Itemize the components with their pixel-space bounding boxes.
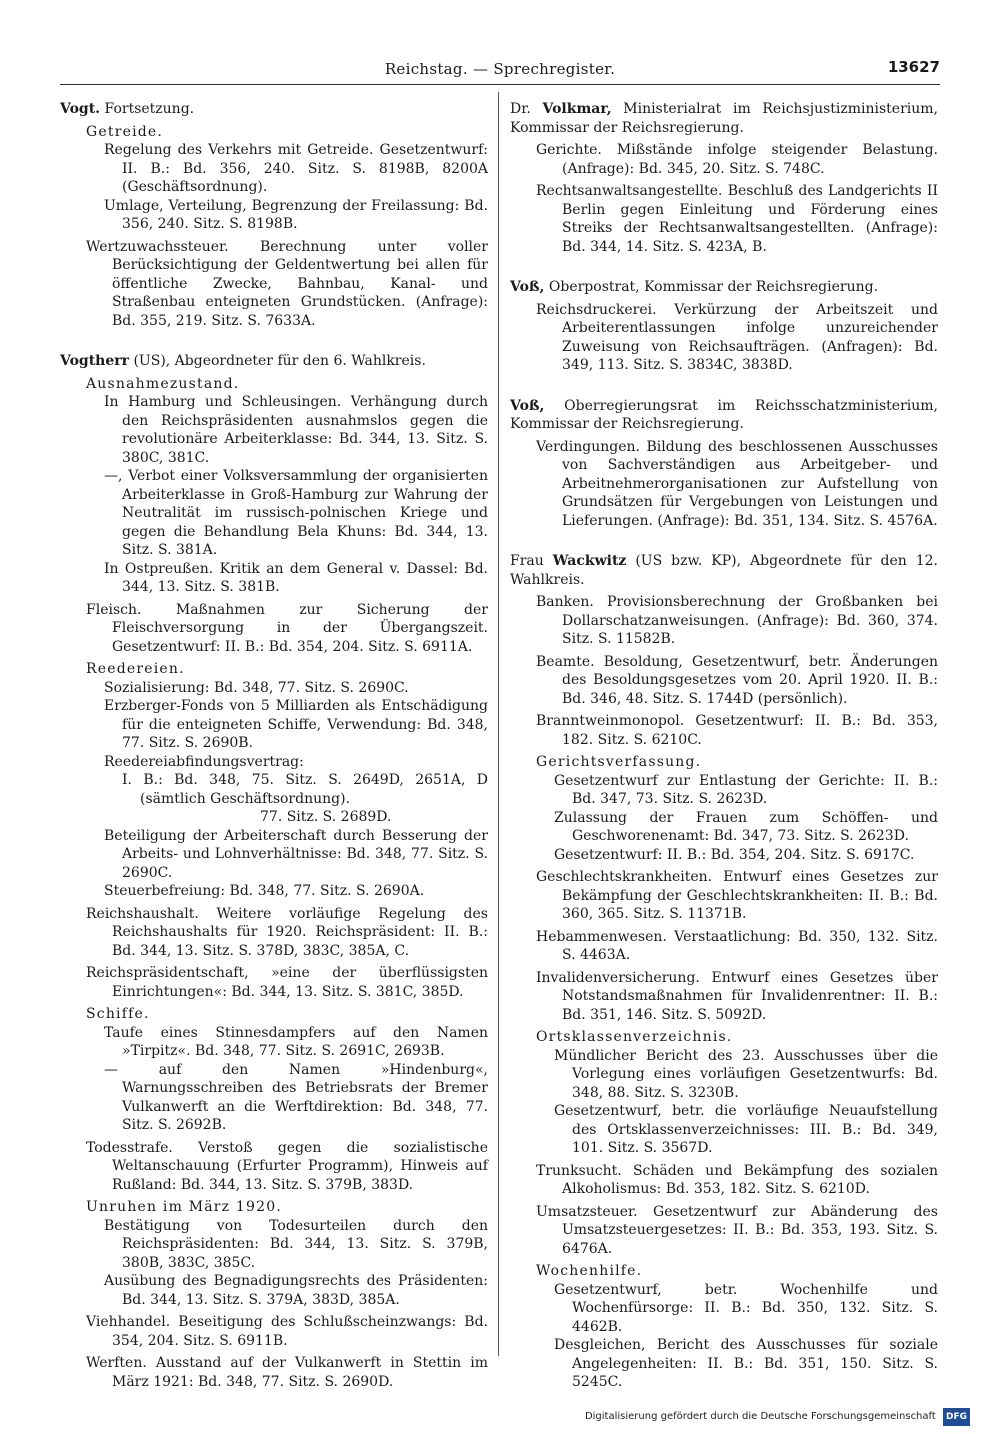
index-entry: Gesetzentwurf zur Entlastung der Gerichte: II. B.: Bd. 347, 73. Sitz. S. 2623D. [554, 772, 938, 807]
footer-text: Digitalisierung gefördert durch die Deutsche Forschungsgemeinschaft [584, 1410, 936, 1422]
index-entry: Desgleichen, Bericht des Ausschusses für soziale Angelegenheiten: II. B.: Bd. 351, 150. Sitz. S. 5245C. [554, 1337, 938, 1390]
person-name: Volkmar, [542, 101, 612, 117]
index-entry: Beteiligung der Arbeiterschaft durch Besserung der Arbeits- und Lohnverhältnisse: Bd. 348, 77. Sitz. S. 2690C. [104, 827, 488, 881]
index-entry: Gesetzentwurf, betr. Wochenhilfe und Wochenfürsorge: II. B.: Bd. 350, 132. Sitz. S. 4462B. [554, 1281, 938, 1335]
index-entry: Umsatzsteuer. Gesetzentwurf zur Abänderung des Umsatzsteuergesetzes: II. B.: Bd. 353, 193. Sitz. S. 6476A. [536, 1203, 938, 1257]
person-heading [510, 552, 938, 589]
index-entry: Gesetzentwurf, betr. die vorläufige Neuaufstellung des Ortsklassenverzeichnisses: III. B.: Bd. 349, 101. Sitz. S. 3567D. [554, 1103, 938, 1156]
index-entry: Gerichte. Mißstände infolge steigender Belastung. (Anfrage): Bd. 345, 20. Sitz. S. 748C. [536, 142, 938, 177]
index-entry: Zulassung der Frauen zum Schöffen- und Geschworenenamt: Bd. 347, 73. Sitz. S. 2623D. [554, 809, 938, 844]
index-entry: Rechtsanwaltsangestellte. Beschluß des Landgerichts II Berlin gegen Einleitung und Förderung eines Streiks der Rechtsanwaltsangestellten. (Anfrage): Bd. 344, 14. Sitz. S. 423A, B. [536, 183, 938, 255]
person-entry-wackwitz [510, 552, 938, 1392]
person-entry-volkmar [510, 100, 938, 256]
index-entry: Invalidenversicherung. Entwurf eines Gesetzes über Notstandsmaßnahmen für Invalidenrentner: II. B.: Bd. 351, 146. Sitz. S. 5092D. [536, 969, 938, 1023]
person-heading [510, 100, 938, 137]
person-heading [510, 278, 938, 297]
footer-credit [585, 1408, 970, 1427]
index-entry: Mündlicher Bericht des 23. Ausschusses über die Vorlegung eines vorläufigen Gesetzentwurfs: Bd. 348, 88. Sitz. S. 3230B. [554, 1047, 938, 1101]
person-name: Voß, [510, 279, 545, 295]
person-entry-voss-oberpostrat [510, 278, 938, 375]
index-entry: Banken. Provisionsberechnung der Großbanken bei Dollarschatzanweisungen. (Anfrage): Bd. 360, 374. Sitz. S. 11582B. [536, 594, 938, 647]
left-column [60, 100, 488, 1405]
person-entry-vogtherr [60, 352, 488, 1391]
index-entry: Wertzuwachssteuer. Berechnung unter voller Berücksichtigung der Geldentwertung bei allen für öffentliche Zwecke, Bahnbau, Kanal- und Straßenbau enteigneten Grundstücken. (Anfrage): Bd. 355, 219. Sitz. S. 7633A. [86, 238, 488, 329]
index-entry: In Hamburg und Schleusingen. Verhängung durch den Reichspräsidenten ausnahmslos gegen die revolutionäre Arbeiterklasse: Bd. 344, 13. Sitz. S. 380C, 381C. [104, 394, 488, 466]
person-prefix: Dr. [510, 101, 531, 117]
person-intro: Oberpostrat, Kommissar der Reichsregierung. [548, 279, 879, 295]
person-heading [510, 397, 938, 434]
index-entry: Geschlechtskrankheiten. Entwurf eines Gesetzes zur Bekämpfung der Geschlechtskrankheiten: II. B.: Bd. 360, 365. Sitz. S. 11371B. [536, 869, 938, 922]
topic-heading: Gerichtsverfassung. [536, 754, 702, 770]
topic-heading: Schiffe. [86, 1006, 150, 1022]
topic-heading: Reedereien. [86, 661, 185, 677]
index-entry: Bestätigung von Todesurteilen durch den Reichspräsidenten: Bd. 344, 13. Sitz. S. 379B, 380B, 383C, 385C. [104, 1217, 488, 1271]
index-entry: Fleisch. Maßnahmen zur Sicherung der Fleischversorgung in der Übergangszeit. Gesetzentwurf: II. B.: Bd. 354, 204. Sitz. S. 6911A. [86, 601, 488, 655]
index-entry: I. B.: Bd. 348, 75. Sitz. S. 2649D, 2651A, D (sämtlich Geschäftsordnung). [122, 772, 488, 807]
index-entry: Steuerbefreiung: Bd. 348, 77. Sitz. S. 2690A. [104, 883, 425, 899]
index-entry: Todesstrafe. Verstoß gegen die sozialistische Weltanschauung (Erfurter Programm), Hinweis auf Rußland: Bd. 344, 13. Sitz. S. 379B, 383D. [86, 1139, 488, 1193]
running-title: Reichstag. — Sprechregister. [384, 60, 616, 78]
index-entry: 77. Sitz. S. 2689D. [260, 809, 392, 825]
person-intro: (US), Abgeordneter für den 6. Wahlkreis. [133, 353, 426, 369]
person-entry-vogt [60, 100, 488, 330]
index-entry: Sozialisierung: Bd. 348, 77. Sitz. S. 2690C. [104, 679, 409, 696]
person-intro: Oberregierungsrat im Reichsschatzministerium, Kommissar der Reichsregierung. [510, 397, 938, 432]
topic-heading: Getreide. [86, 123, 164, 140]
index-entry: Trunksucht. Schäden und Bekämpfung des sozialen Alkoholismus: Bd. 353, 182. Sitz. S. 6210D. [536, 1162, 938, 1197]
person-intro: Fortsetzung. [104, 101, 195, 117]
index-entry: Erzberger-Fonds von 5 Milliarden als Entschädigung für die enteigneten Schiffe, Verwendung: Bd. 348, 77. Sitz. S. 2690B. [104, 698, 488, 751]
index-entry: Reichshaushalt. Weitere vorläufige Regelung des Reichshaushalts für 1920. Reichspräsident: II. B.: Bd. 344, 13. Sitz. S. 378D, 383C, 385A, C. [86, 905, 488, 959]
index-entry: Branntweinmonopol. Gesetzentwurf: II. B.: Bd. 353, 182. Sitz. S. 6210C. [536, 713, 938, 748]
person-heading [60, 100, 488, 119]
index-entry: Ausübung des Begnadigungsrechts des Präsidenten: Bd. 344, 13. Sitz. S. 379A, 383D, 385A. [104, 1273, 488, 1308]
index-entry: Werften. Ausstand auf der Vulkanwerft in Stettin im März 1921: Bd. 348, 77. Sitz. S. 2690D. [86, 1355, 488, 1390]
topic-heading: Unruhen im März 1920. [86, 1199, 282, 1215]
dfg-logo: DFG [943, 1408, 970, 1427]
index-entry: —, Verbot einer Volksversammlung der organisierten Arbeiterklasse in Groß-Hamburg zur Wahrung der Neutralität im russisch-polnischen Kriege und gegen die Behandlung Bela Khuns: Bd. 344, 13. Sitz. S. 381A. [104, 468, 488, 558]
index-entry: Reedereiabfindungsvertrag: [104, 753, 304, 770]
topic-heading: Ortsklassenverzeichnis. [536, 1029, 733, 1045]
person-entry-voss-oberregierungsrat [510, 397, 938, 531]
index-entry: In Ostpreußen. Kritik an dem General v. Dassel: Bd. 344, 13. Sitz. S. 381B. [104, 560, 488, 595]
index-entry: Verdingungen. Bildung des beschlossenen Ausschusses von Sachverständigen aus Arbeitgeber- und Arbeitnehmerorganisationen zur Aufstellung von Grundsätzen für Vergebungen von Leistungen und Lieferungen. (Anfrage): Bd. 351, 134. Sitz. S. 4576A. [536, 438, 938, 529]
index-entry: Viehhandel. Beseitigung des Schlußscheinzwangs: Bd. 354, 204. Sitz. S. 6911B. [86, 1314, 488, 1349]
index-entry: Hebammenwesen. Verstaatlichung: Bd. 350, 132. Sitz. S. 4463A. [536, 928, 938, 963]
person-name: Wackwitz [552, 553, 627, 569]
person-intro: (US bzw. KP), Abgeordnete für den 12. Wahlkreis. [510, 553, 938, 588]
topic-heading: Wochenhilfe. [536, 1263, 643, 1279]
index-entry: — auf den Namen »Hindenburg«, Warnungsschreiben des Betriebsrats der Bremer Vulkanwerft an die Werftdirektion: Bd. 348, 77. Sitz. S. 2692B. [104, 1061, 488, 1133]
index-entry: Reichspräsidentschaft, »eine der überflüssigsten Einrichtungen«: Bd. 344, 13. Sitz. S. 381C, 385D. [86, 965, 488, 1000]
page-header [60, 58, 940, 85]
person-heading [60, 352, 488, 371]
index-entry: Beamte. Besoldung, Gesetzentwurf, betr. Änderungen des Besoldungsgesetzes vom 20. April 1920. II. B.: Bd. 346, 48. Sitz. S. 1744D (persönlich). [536, 653, 938, 707]
page-number: 13627 [887, 58, 940, 76]
index-entry: Regelung des Verkehrs mit Getreide. Gesetzentwurf: II. B.: Bd. 356, 240. Sitz. S. 8198B, 8200A (Geschäftsordnung). [104, 142, 488, 195]
person-name: Vogtherr [60, 353, 130, 369]
column-divider [498, 92, 499, 1356]
right-column [510, 100, 938, 1406]
index-entry: Reichsdruckerei. Verkürzung der Arbeitszeit und Arbeiterentlassungen infolge unzureichender Zuweisung von Reichsaufträgen. (Anfragen): Bd. 349, 113. Sitz. S. 3834C, 3838D. [536, 301, 938, 373]
person-prefix: Frau [510, 553, 544, 569]
index-entry: Umlage, Verteilung, Begrenzung der Freilassung: Bd. 356, 240. Sitz. S. 8198B. [104, 197, 488, 232]
topic-heading: Ausnahmezustand. [86, 375, 240, 392]
person-name: Voß, [510, 397, 545, 414]
person-intro: Ministerialrat im Reichsjustizministerium, Kommissar der Reichsregierung. [510, 101, 939, 136]
index-entry: Taufe eines Stinnesdampfers auf den Namen »Tirpitz«. Bd. 348, 77. Sitz. S. 2691C, 2693B. [104, 1024, 488, 1059]
index-entry: Gesetzentwurf: II. B.: Bd. 354, 204. Sitz. S. 6917C. [554, 846, 915, 863]
person-name: Vogt. [60, 101, 101, 117]
